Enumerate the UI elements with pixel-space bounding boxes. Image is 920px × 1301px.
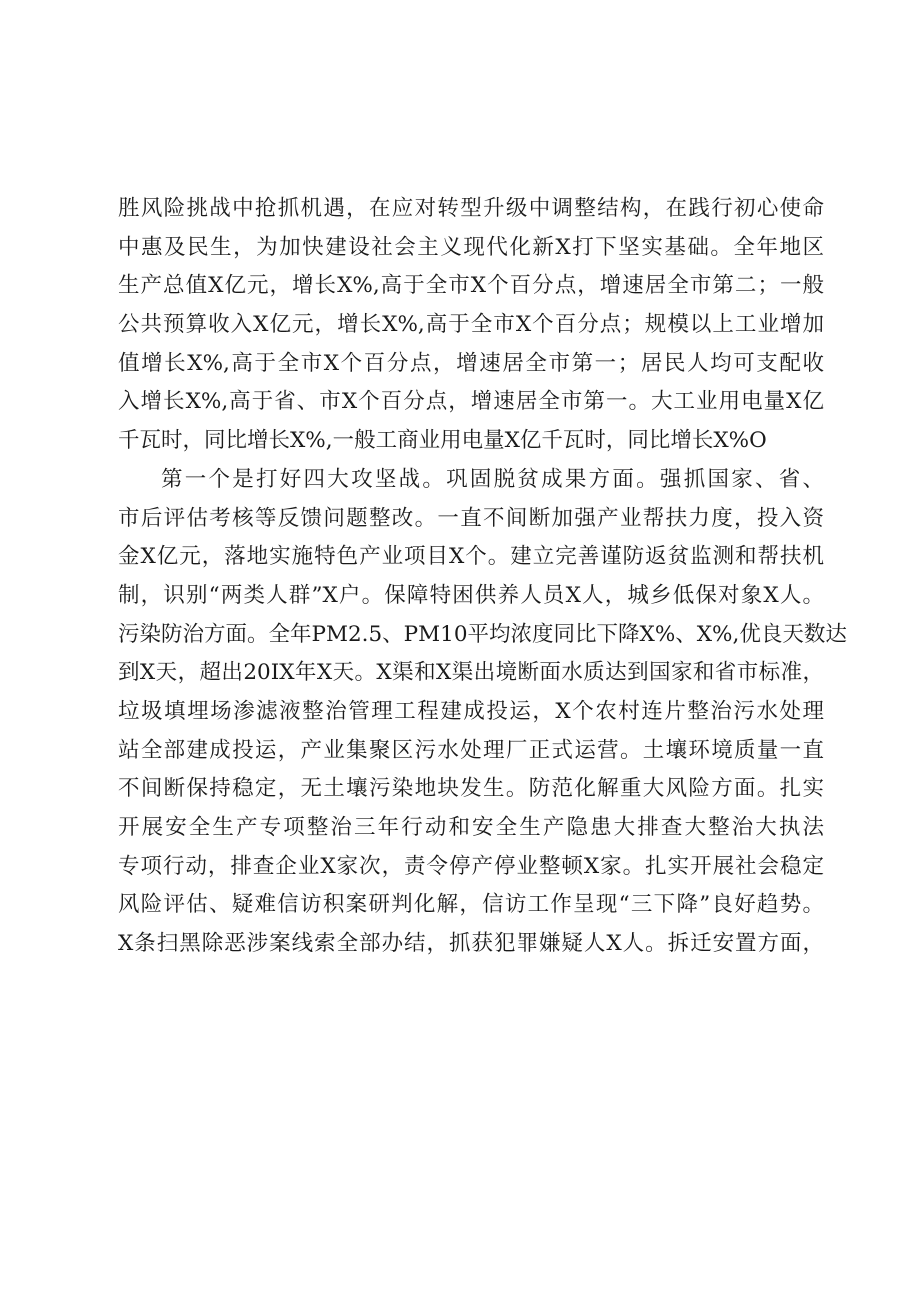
text-line: 站全部建成投运，产业集聚区污水处理厂正式运营。土壤环境质量一直 — [118, 737, 824, 763]
text-line: 值增长X%,高于全市X个百分点，增速居全市第一；居民人均可支配收 — [118, 350, 824, 376]
text-line: 千瓦时，同比增长X%,一般工商业用电量X亿千瓦时，同比增长X%O — [118, 428, 767, 454]
body-text — [118, 190, 847, 964]
text-line: 市后评估考核等反馈问题整改。一直不间断加强产业帮扶力度，投入资 — [118, 505, 824, 531]
text-line: 不间断保持稳定，无土壤污染地块发生。防范化解重大风险方面。扎实 — [118, 776, 824, 802]
text-line: 入增长X%,高于省、市X个百分点，增速居全市第一。大工业用电量X亿 — [118, 389, 824, 415]
text-line: 到X天，超出20IX年X天。X渠和X渠出境断面水质达到国家和省市标准， — [118, 660, 824, 686]
text-line: 开展安全生产专项整治三年行动和安全生产隐患大排查大整治大执法 — [118, 815, 824, 840]
text-line: 胜风险挑战中抢抓机遇，在应对转型升级中调整结构，在践行初心使命 — [118, 196, 824, 221]
text-line: 中惠及民生，为加快建设社会主义现代化新X打下坚实基础。全年地区 — [118, 234, 824, 260]
text-line: 专项行动，排查企业X家次，责令停产停业整顿X家。扎实开展社会稳定 — [118, 853, 824, 879]
text-line: 风险评估、疑难信访积案研判化解，信访工作呈现“三下降”良好趋势。 — [118, 892, 824, 918]
text-line: 金X亿元，落地实施特色产业项目X个。建立完善谨防返贫监测和帮扶机 — [118, 544, 824, 570]
text-line: 公共预算收入X亿元，增长X%,高于全市X个百分点；规模以上工业增加 — [118, 312, 824, 338]
text-line: X条扫黑除恶涉案线索全部办结，抓获犯罪嫌疑人X人。拆迁安置方面， — [118, 931, 824, 957]
text-line: 垃圾填埋场渗滤液整治管理工程建成投运，X个农村连片整治污水处理 — [118, 698, 824, 724]
text-line: 污染防治方面。全年PM2.5、PM10平均浓度同比下降X%、X%,优良天数达 — [118, 621, 847, 647]
text-line: 生产总值X亿元，增长X%,高于全市X个百分点，增速居全市第二；一般 — [118, 273, 824, 299]
paragraph-first-line: 第一个是打好四大攻坚战。巩固脱贫成果方面。强抓国家、省、 — [161, 466, 824, 492]
text-line: 制，识别“两类人群”X户。保障特困供养人员X人，城乡低保对象X人。 — [118, 582, 824, 608]
